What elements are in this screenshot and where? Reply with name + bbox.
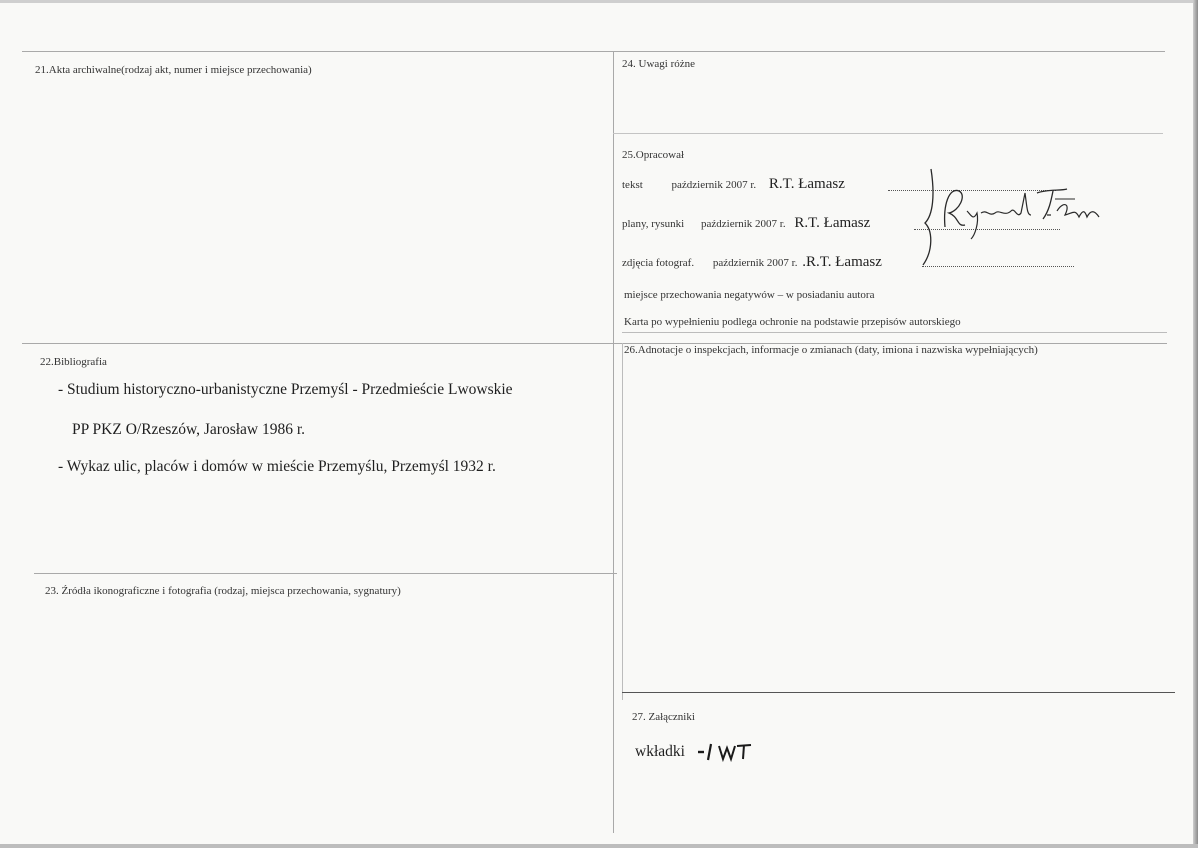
bibliography-item: - Wykaz ulic, placów i domów w mieście Przemyślu, Przemyśl 1932 r. (58, 458, 496, 475)
storage-note: miejsce przechowania negatywów – w posiadaniu autora (624, 289, 875, 301)
author-row-photos (622, 254, 882, 271)
divider-22-23 (34, 573, 617, 574)
scan-edge-bottom (0, 844, 1198, 848)
section-21-label: 21.Akta archiwalne(rodzaj akt, numer i miejsce przechowania) (35, 64, 312, 76)
bibliography-item: PP PKZ O/Rzeszów, Jarosław 1986 r. (72, 421, 306, 438)
divider-24-25 (613, 133, 1163, 134)
divider-25-bottom (622, 332, 1167, 333)
section-24-label: 24. Uwagi różne (622, 58, 696, 70)
inner-divider (622, 343, 623, 700)
attachments-value: wkładki (635, 743, 685, 760)
scan-edge-right (1193, 0, 1198, 848)
section-22-label: 22.Bibliografia (40, 356, 107, 368)
handwritten-signature (915, 165, 1105, 273)
handwritten-count (695, 738, 755, 764)
section-27-label: 27. Załączniki (632, 711, 695, 723)
scan-edge-top (0, 0, 1198, 3)
author-row-drawings (622, 215, 870, 232)
author-row-text (622, 176, 845, 193)
author-role: tekst (622, 179, 643, 191)
section-26-label: 26.Adnotacje o inspekcjach, informacje o zmianach (daty, imiona i nazwiska wypełniających) (624, 344, 1038, 356)
section-23-label: 23. Źródła ikonograficzne i fotografia (rodzaj, miejsca przechowania, sygnatury) (45, 585, 401, 597)
author-name: R.T. Łamasz (794, 215, 871, 231)
author-name: R.T. Łamasz (768, 176, 845, 192)
table-top-rule (22, 51, 1165, 52)
author-date: październik 2007 r. (671, 179, 757, 191)
section-25-label: 25.Opracował (622, 149, 685, 161)
author-role: zdjęcia fotograf. (622, 257, 695, 269)
author-date: październik 2007 r. (712, 257, 798, 269)
divider-26-27 (622, 692, 1175, 693)
copyright-note: Karta po wypełnieniu podlega ochronie na podstawie przepisów autorskiego (624, 316, 961, 328)
column-divider (613, 51, 614, 833)
author-name: .R.T. Łamasz (802, 254, 882, 270)
bibliography-item: - Studium historyczno-urbanistyczne Przemyśl - Przedmieście Lwowskie (58, 381, 513, 398)
author-role: plany, rysunki (622, 218, 685, 230)
author-date: październik 2007 r. (700, 218, 786, 230)
